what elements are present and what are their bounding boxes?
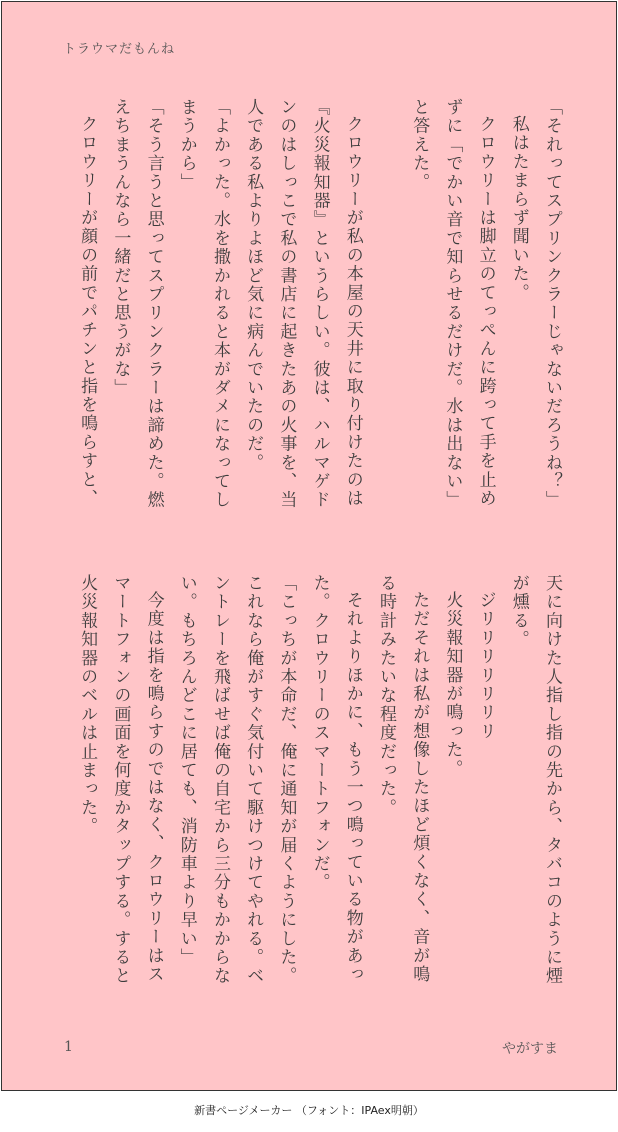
paragraph-line: ただそれは私が想像したほど煩くなく、音が鳴 <box>409 591 430 984</box>
paragraph-line: 火災報知器のベルは止まった。 <box>77 574 98 836</box>
paragraph-line: ントレーを飛ばせば俺の自宅から三分もかからな <box>209 574 230 986</box>
paragraph-line: い。もちろんどこに居ても、消防車より早い」 <box>176 574 197 967</box>
paragraph-line: た。クロウリーのスマートフォンだ。 <box>309 574 330 892</box>
author-name: やがすま <box>502 1041 558 1057</box>
page-number: 1 <box>64 1039 73 1055</box>
generator-credit: 新書ページメーカー （フォント：IPAex明朝） <box>194 1104 424 1117</box>
paragraph-line: ずに「でかい音で知らせるだけだ。水は出ない」 <box>442 98 463 510</box>
paragraph-line: クロウリーは脚立のてっぺんに跨って手を止め <box>475 115 496 508</box>
paragraph-line: る時計みたいな程度だった。 <box>375 574 396 818</box>
paragraph-line: 火災報知器が鳴った。 <box>442 591 463 778</box>
blank-line <box>369 98 402 528</box>
paragraph-line: が燻る。 <box>508 574 529 649</box>
running-header-title: トラウマだもんね <box>63 42 176 57</box>
paragraph-line: これなら俺がすぐ気付いて駆けつけてやれる。ベ <box>243 574 264 986</box>
paragraph-line: 天に向けた人指し指の先から、タバコのように煙 <box>542 574 562 986</box>
paragraph-line: 「よかった。水を撒かれると本がダメになってし <box>209 98 230 510</box>
paragraph-line: クロウリーが私の本屋の天井に取り付けたのは <box>342 115 363 508</box>
paragraph-line: と答えた。 <box>409 98 430 192</box>
paragraph-line: クロウリーが顔の前でパチンと指を鳴らすと、 <box>77 115 98 508</box>
paragraph-line: 「そう言うと思ってスプリンクラーは諦めた。燃 <box>143 98 164 510</box>
paragraph-line: ジリリリリリリリ <box>475 591 496 741</box>
text-block-upper <box>70 98 568 528</box>
paragraph-line: えちまうんなら一緒だと思うがな」 <box>110 98 131 398</box>
paragraph-line: 「こっちが本命だ、俺に通知が届くようにした。 <box>276 574 297 986</box>
paragraph-line: 「それってスプリンクラーじゃないだろうね？」 <box>542 98 562 510</box>
paragraph-line: 今度は指を鳴らすのではなく、クロウリーはス <box>143 591 164 984</box>
paragraph-line: まうから」 <box>176 98 197 192</box>
paragraph-line: 私はたまらず聞いた。 <box>508 115 529 302</box>
paragraph-line: それよりほかに、もう一つ鳴っている物があっ <box>342 591 363 984</box>
paragraph-line: 『火災報知器』というらしい。彼は、ハルマゲド <box>309 98 330 510</box>
paragraph-line: マートフォンの画面を何度かタップする。すると <box>110 574 131 986</box>
paragraph-line: ンのはしっこで私の書店に起きたあの火事を、当 <box>276 98 297 510</box>
book-page <box>1 1 617 1091</box>
paragraph-line: 人である私よりよほど気に病んでいたのだ。 <box>243 98 264 472</box>
text-block-lower <box>70 574 568 1004</box>
